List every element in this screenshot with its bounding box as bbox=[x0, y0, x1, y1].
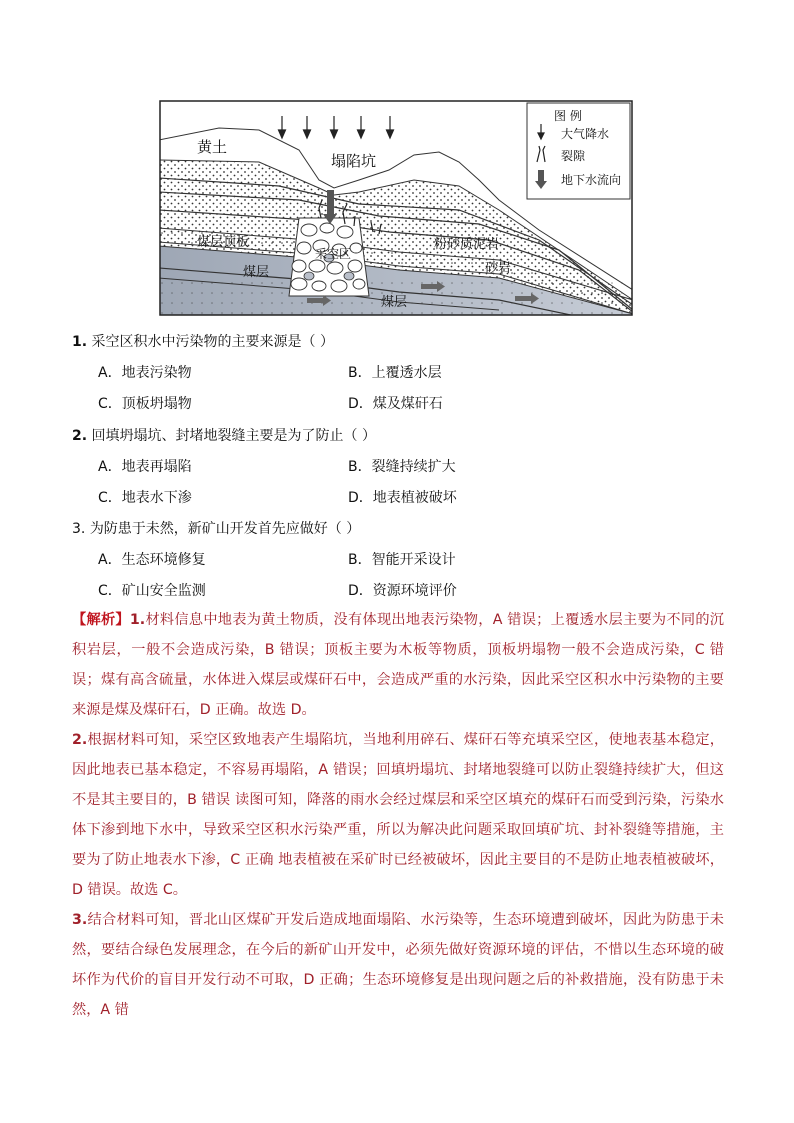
explanation-2-text: 根据材料可知，采空区致地表产生塌陷坑，当地利用碎石、煤矸石等充填采空区，使地表基本稳定，因此地表已基本稳定，不容易再塌陷，A 错误；回填坍塌坑、封堵地裂缝可以防止裂缝持续扩大，但这不是其主要目的，B 错误 读图可知，降落的雨水会经过煤层和采空区填充的煤矸石而受到污染，污染水体下渗到地下水中，导致采空区积水污染严重，所以为解决此问题采取回填矿坑、封补裂缝等措施，主要为了防止地表水下渗，C 正确 地表植被在采矿时已经被破坏，因此主要目的不是防止地表植被破坏，D 错误。故选 C。 bbox=[72, 732, 724, 898]
legend-title: 图 例 bbox=[554, 109, 582, 123]
q1-option-c: C．顶板坍塌物 bbox=[98, 396, 192, 412]
explanation-3-text: 结合材料可知，晋北山区煤矿开发后造成地面塌陷、水污染等，生态环境遭到破坏，因此为防患于未然，要结合绿色发展理念，在今后的新矿山开发中，必须先做好资源环境的评估，不惜以生态环境的破坏作为代价的盲目开发行动不可取，D 正确；生态环境修复是出现问题之后的补救措施，没有防患于未然，A 错 bbox=[72, 912, 724, 1018]
explanation-1-text: 材料信息中地表为黄土物质，没有体现出地表污染物，A 错误；上覆透水层主要为不同的沉积岩层，一般不会造成污染，B 错误；顶板主要为木板等物质，顶板坍塌物一般不会造成污染，C 错误；煤有高含硫量，水体进入煤层或煤矸石中，会造成严重的水污染，因此采空区积水中污染物的主要来源是煤及煤矸石，D 正确。故选 D。 bbox=[72, 612, 724, 718]
label-silty-mudstone: 粉砂质泥岩 bbox=[434, 237, 500, 252]
explanation-paragraph-2 bbox=[72, 725, 724, 905]
label-coal-seam-left: 煤层 bbox=[243, 265, 270, 280]
legend-groundwater: 地下水流向 bbox=[561, 173, 622, 187]
q3-option-c: C．矿山安全监测 bbox=[98, 583, 206, 599]
q2-option-d: D．地表植被破坏 bbox=[348, 490, 457, 506]
label-sandstone: 砂岩 bbox=[485, 261, 512, 276]
explanation-3-number: 3. bbox=[72, 912, 88, 928]
question-2 bbox=[72, 425, 376, 445]
q1-option-a: A．地表污染物 bbox=[98, 365, 192, 381]
q3-option-a: A．生态环境修复 bbox=[98, 552, 206, 568]
label-pit: 塌陷坑 bbox=[331, 152, 377, 170]
q2-option-a: A．地表再塌陷 bbox=[98, 459, 192, 475]
legend-rain: 大气降水 bbox=[561, 127, 610, 141]
geology-figure bbox=[159, 100, 633, 316]
explanation-2-number: 2. bbox=[72, 732, 88, 748]
q1-option-d: D．煤及煤矸石 bbox=[348, 396, 443, 412]
explanation-tag: 【解析】 bbox=[72, 612, 130, 628]
question-3-stem: 为防患于未然，新矿山开发首先应做好（ ） bbox=[89, 521, 361, 537]
legend bbox=[527, 103, 630, 199]
question-1-number: 1. bbox=[72, 334, 88, 350]
explanation-1-number: 1. bbox=[129, 612, 146, 628]
label-goaf: 采空区 bbox=[315, 247, 352, 261]
question-2-number: 2. bbox=[72, 428, 88, 444]
q2-option-c: C．地表水下渗 bbox=[98, 490, 192, 506]
legend-crack: 裂隙 bbox=[561, 149, 586, 163]
question-3-number: 3. bbox=[72, 521, 86, 537]
explanation bbox=[72, 605, 724, 1025]
question-1-stem: 采空区积水中污染物的主要来源是（ ） bbox=[91, 334, 334, 350]
q2-option-b: B．裂缝持续扩大 bbox=[348, 459, 456, 475]
label-coal-seam-right: 煤层 bbox=[381, 295, 408, 310]
label-coal-roof: 煤层顶板 bbox=[197, 235, 250, 250]
explanation-paragraph-3 bbox=[72, 905, 724, 1025]
question-1 bbox=[72, 331, 334, 351]
q3-option-d: D．资源环境评价 bbox=[348, 583, 457, 599]
q1-option-b: B．上覆透水层 bbox=[348, 365, 442, 381]
question-2-stem: 回填坍塌坑、封堵地裂缝主要是为了防止（ ） bbox=[91, 428, 376, 444]
question-3 bbox=[72, 518, 360, 538]
explanation-paragraph-1 bbox=[72, 605, 724, 725]
q3-option-b: B．智能开采设计 bbox=[348, 552, 456, 568]
label-loess: 黄土 bbox=[197, 138, 228, 156]
